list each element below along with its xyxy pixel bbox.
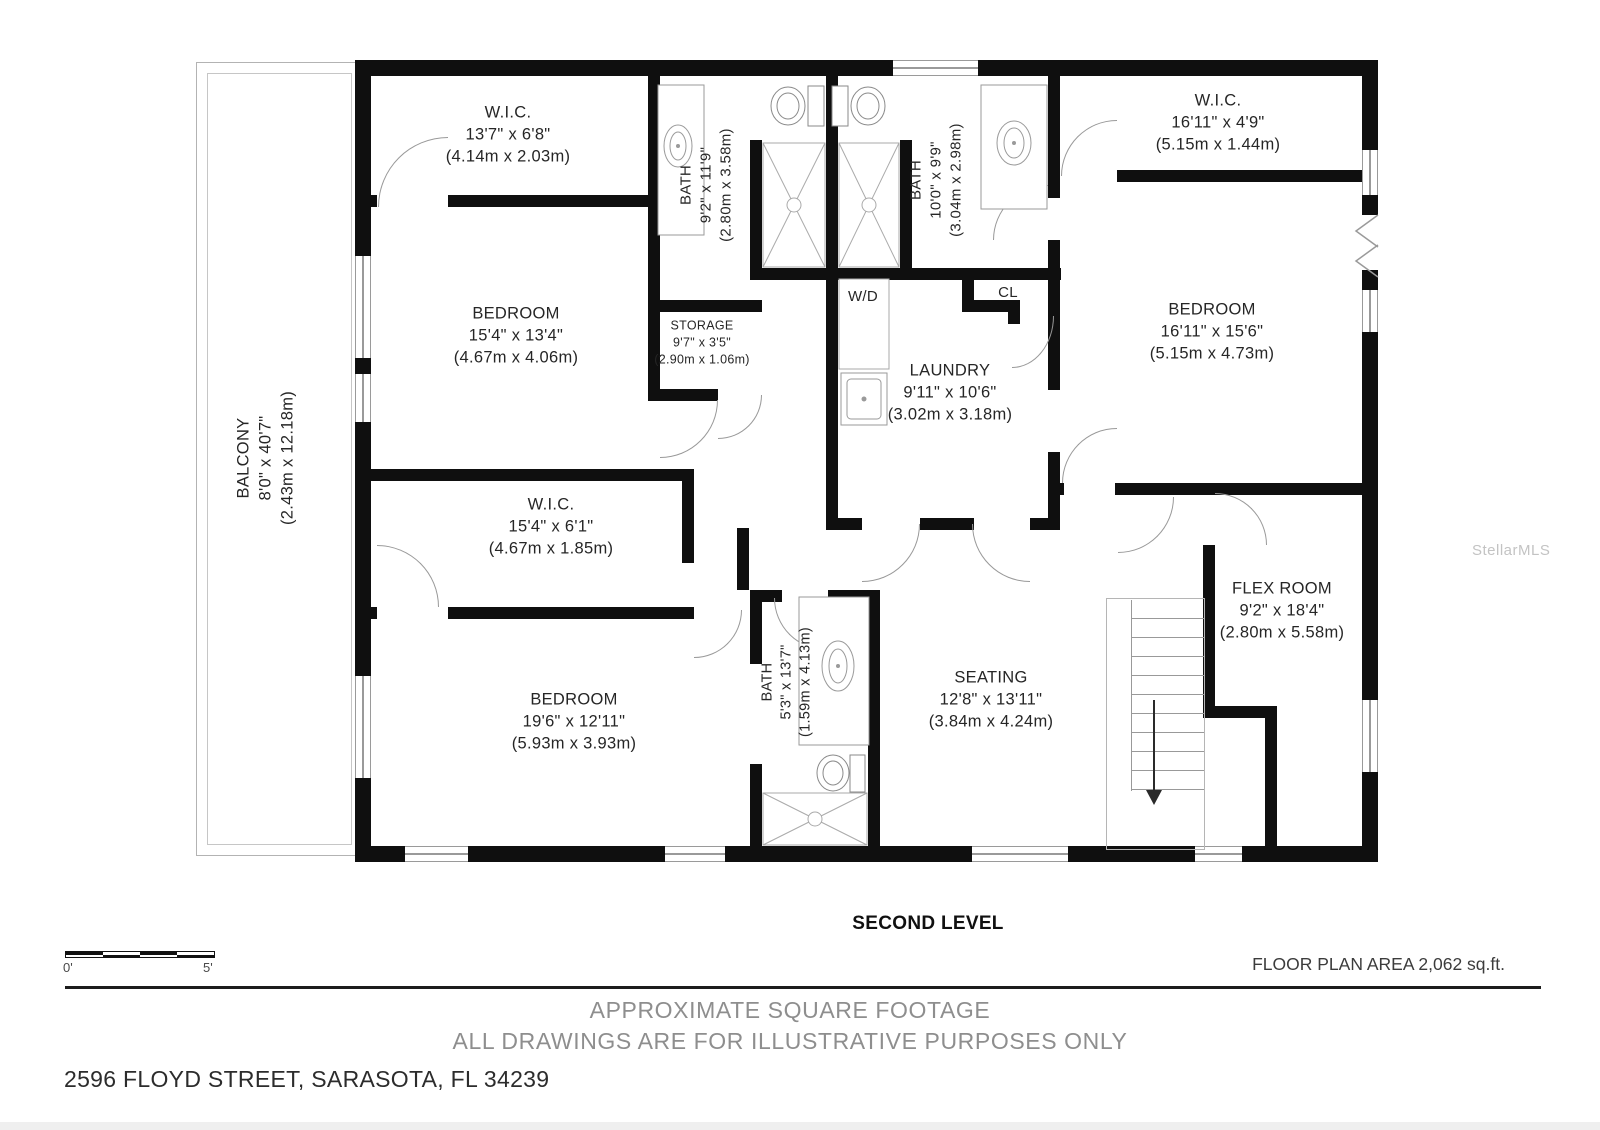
wall [355, 846, 405, 862]
wall [355, 60, 893, 76]
wall [750, 764, 762, 858]
window [405, 846, 468, 862]
laundry-sink [840, 372, 888, 426]
wall [1242, 846, 1378, 862]
wall [363, 195, 377, 207]
shower-stall-3 [762, 792, 868, 846]
window [355, 676, 371, 778]
floor-plan-area: FLOOR PLAN AREA 2,062 sq.ft. [1252, 954, 1505, 974]
room-label-balcony: BALCONY 8'0" x 40'7" (2.43m x 12.18m) [234, 390, 296, 526]
wall [737, 528, 749, 590]
scale-start-label: 0' [63, 960, 73, 975]
toilet-pair [764, 80, 890, 132]
wall [355, 358, 371, 374]
wall [367, 469, 694, 481]
wall [448, 195, 648, 207]
room-label-bath2: BATH 10'0" x 9'9" (3.04m x 2.98m) [907, 123, 964, 237]
disclaimer-line-2: ALL DRAWINGS ARE FOR ILLUSTRATIVE PURPOSES ONLY [452, 1028, 1128, 1054]
door-arc [1062, 428, 1117, 483]
wall [1048, 483, 1064, 495]
window [355, 374, 371, 422]
wall [920, 518, 974, 530]
wall [1030, 518, 1060, 530]
watermark: StellarMLS [1472, 542, 1551, 559]
wall [826, 280, 838, 530]
door-arc [694, 610, 742, 658]
door-arc [378, 137, 448, 207]
room-label-bedroom3: BEDROOM 19'6" x 12'11" (5.93m x 3.93m) [511, 690, 637, 752]
wall [355, 422, 371, 676]
window [355, 256, 371, 358]
room-label-cl: CL [998, 284, 1018, 302]
wall [1362, 195, 1378, 215]
wall [978, 60, 1378, 76]
room-label-wd: W/D [847, 288, 879, 306]
stair-down-arrow-tip [1146, 790, 1162, 805]
room-label-wic3: W.I.C. 15'4" x 6'1" (4.67m x 1.85m) [488, 495, 614, 557]
bath2-sink-vanity [980, 84, 1048, 210]
room-label-wic2: W.I.C. 16'11" x 4'9" (5.15m x 1.44m) [1155, 91, 1281, 153]
bottom-strip [0, 1122, 1600, 1130]
window [1362, 150, 1378, 195]
wall [1362, 60, 1378, 150]
wall [750, 268, 1061, 280]
room-label-laundry: LAUNDRY 9'11" x 10'6" (3.02m x 3.18m) [887, 361, 1013, 423]
wall [826, 518, 862, 530]
door-arc [660, 400, 718, 458]
wall [355, 60, 371, 256]
property-address: 2596 FLOYD STREET, SARASOTA, FL 34239 [64, 1066, 550, 1092]
window [665, 846, 725, 862]
room-label-bath1: BATH 9'2" x 11'9" (2.80m x 3.58m) [677, 128, 734, 242]
level-title: SECOND LEVEL [852, 913, 1004, 934]
door-arc [1061, 120, 1117, 176]
wall [1048, 76, 1060, 198]
wall [750, 140, 762, 268]
stair-treads [1131, 600, 1204, 791]
wall [1048, 240, 1060, 390]
door-arc [1215, 493, 1267, 545]
room-label-flex: FLEX ROOM 9'2" x 18'4" (2.80m x 5.58m) [1219, 579, 1345, 641]
wall [363, 607, 377, 619]
window [1362, 700, 1378, 772]
room-label-wic1: W.I.C. 13'7" x 6'8" (4.14m x 2.03m) [445, 103, 571, 165]
wall [468, 846, 665, 862]
room-label-storage: STORAGE 9'7" x 3'5" (2.90m x 1.06m) [654, 318, 750, 367]
room-label-bedroom2: BEDROOM 16'11" x 15'6" (5.15m x 4.73m) [1149, 300, 1275, 362]
shower-stall-2 [838, 142, 900, 268]
window [1362, 290, 1378, 332]
wall [648, 300, 762, 312]
scale-bar [65, 951, 215, 958]
door-arc [972, 524, 1030, 582]
shower-stall-1 [762, 142, 826, 268]
opening-chevrons [1350, 213, 1380, 279]
divider-rule [65, 986, 1541, 989]
wall [725, 846, 972, 862]
wall [1117, 170, 1374, 182]
door-arc [862, 524, 920, 582]
door-arc [377, 545, 439, 607]
wall [1265, 706, 1277, 858]
window [893, 60, 978, 76]
disclaimer-line-1: APPROXIMATE SQUARE FOOTAGE [589, 997, 991, 1023]
room-label-bedroom1: BEDROOM 15'4" x 13'4" (4.67m x 4.06m) [453, 304, 579, 366]
scale-end-label: 5' [203, 960, 213, 975]
wall [1362, 332, 1378, 700]
wall [448, 607, 694, 619]
stair-down-arrow [1153, 700, 1155, 792]
room-label-seating: SEATING 12'8" x 13'11" (3.84m x 4.24m) [928, 668, 1054, 730]
wall [1115, 483, 1374, 495]
wall [682, 477, 694, 563]
room-label-bath3: BATH 5'3" x 13'7" (1.59m x 4.13m) [759, 626, 814, 738]
door-arc [1118, 497, 1174, 553]
door-arc [718, 395, 762, 439]
window [972, 846, 1068, 862]
